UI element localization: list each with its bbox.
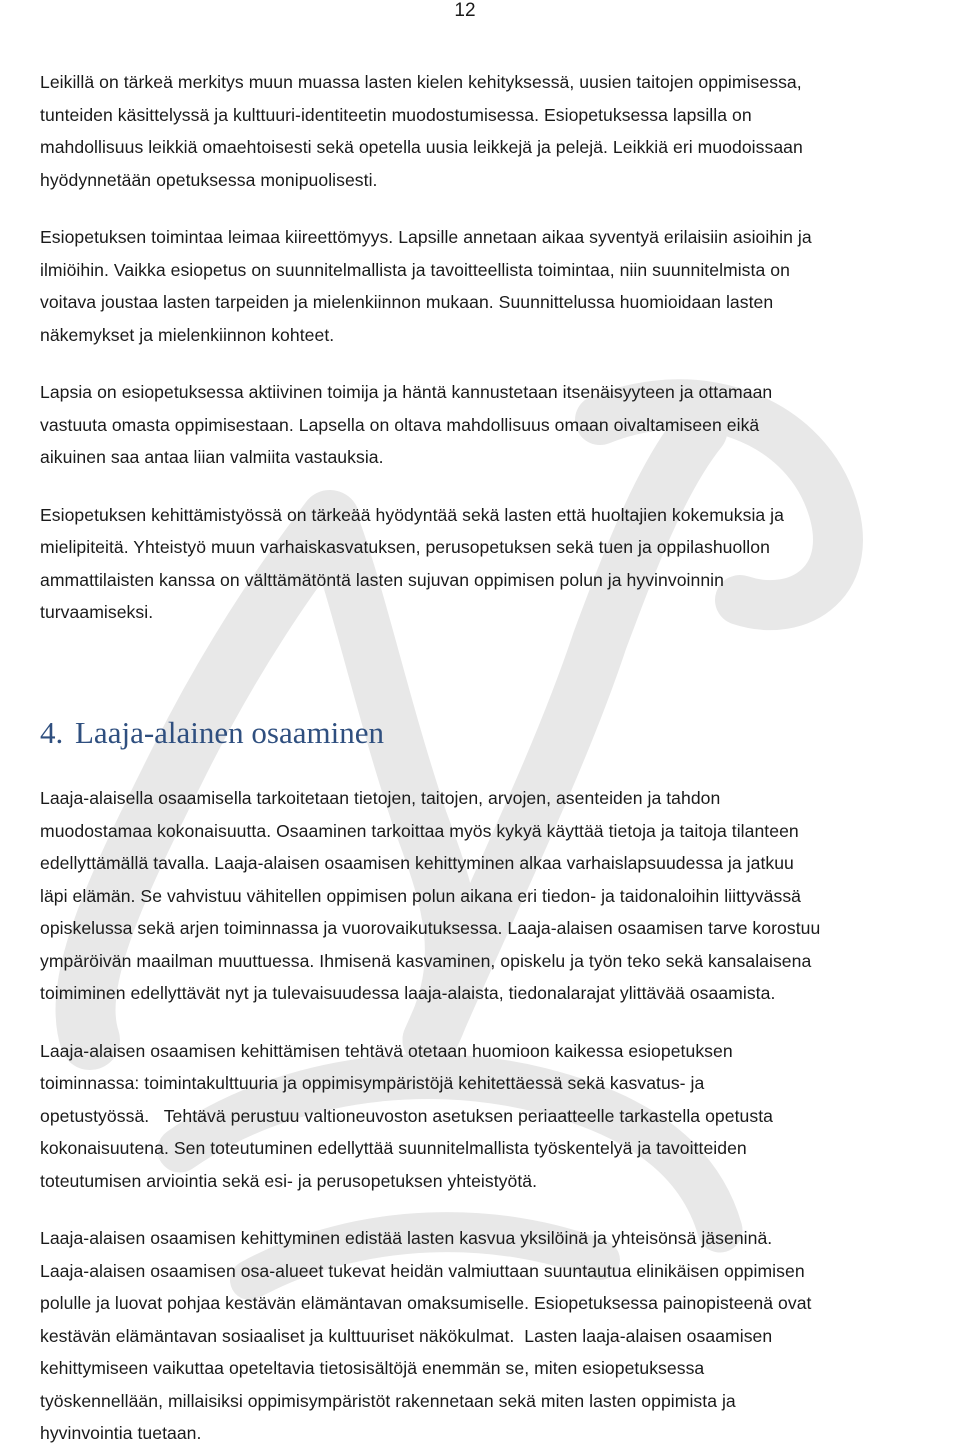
section-title: Laaja-alainen osaaminen [75,715,384,750]
text-line: Laaja-alaisen osaamisen kehittyminen edistää lasten kasvua yksilöinä ja yhteisönsä jäseninä. [40,1228,773,1248]
text-line: toimiminen edellyttävät nyt ja tulevaisuudessa laaja-alaista, tiedonalarajat ylittävää osaamista. [40,983,776,1003]
text-line: hyvinvointia tuetaan. [40,1423,202,1443]
text-line: mahdollisuus leikkiä omaehtoisesti sekä opetella uusia leikkejä ja pelejä. Leikkiä eri muodoissaan [40,137,803,157]
text-line: läpi elämän. Se vahvistuu vähitellen oppimisen polun aikana eri tiedon- ja taidonaloihin liittyvässä [40,885,802,906]
text-line: kehittymiseen vaikuttaa opeteltavia tietosisältöjä enemmän se, miten esiopetuksessa [40,1358,705,1378]
section-paragraph-3 [40,1222,960,1450]
paragraph-3 [40,376,960,474]
text-line: aikuinen saa antaa liian valmiita vastauksia. [40,447,384,467]
text-line: hyödynnetään opetuksessa monipuolisesti. [40,169,378,190]
text-line: Laaja-alaisen osaamisen osa-alueet tukevat heidän valmiuttaan suuntautua elinikäisen oppimisen [40,1260,805,1281]
text-line: Lapsia on esiopetuksessa aktiivinen toimija ja häntä kannustetaan itsenäisyyteen ja ottamaan [40,382,773,402]
text-line: vastuuta omasta oppimisestaan. Lapsella on oltava mahdollisuus omaan oivaltamiseen eikä [40,414,760,435]
text-line: toteutumisen arviointia sekä esi- ja perusopetuksen yhteistyötä. [40,1170,538,1191]
text-line: turvaamiseksi. [40,602,154,622]
text-line: tunteiden käsittelyssä ja kulttuuri-identiteetin muodostumisessa. Esiopetuksessa lapsilla on [40,104,752,125]
section-paragraph-1 [40,782,960,1010]
text-line: näkemykset ja mielenkiinnon kohteet. [40,324,335,345]
section-number: 4. [40,715,64,750]
text-line: Laaja-alaisen osaamisen kehittämisen tehtävä otetaan huomioon kaikessa esiopetuksen [40,1040,733,1061]
text-line: mielipiteitä. Yhteistyö muun varhaiskasvatuksen, perusopetuksen sekä tuen ja oppilashuollon [40,537,770,557]
document-body [40,66,960,1443]
text-line: edellyttämällä tavalla. Laaja-alaisen osaamisen kehittyminen alkaa varhaislapsuudessa ja jatkuu [40,853,794,873]
text-line: kokonaisuutena. Sen toteutuminen edellyttää suunnitelmallista työskentelyä ja tavoitteiden [40,1138,747,1158]
text-line: opetustyössä. Tehtävä perustuu valtioneuvoston asetuksen periaatteelle tarkastella opetusta [40,1105,773,1126]
text-line: toiminnassa: toimintakulttuuria ja oppimisympäristöjä kehitettäessä sekä kasvatus- ja [40,1073,705,1093]
text-line: ympäröivän maailman muuttuessa. Ihmisenä kasvaminen, opiskelu ja työn teko sekä kansalaisena [40,950,812,971]
text-line: Esiopetuksen toimintaa leimaa kiireettömyys. Lapsille annetaan aikaa syventyä erilaisiin asioihin ja [40,227,812,247]
section-paragraph-2 [40,1035,960,1198]
text-line: polulle ja luovat pohjaa kestävän elämäntavan omaksumiselle. Esiopetuksessa painopisteenä ovat [40,1293,812,1313]
text-line: opiskelussa sekä arjen toiminnassa ja vuorovaikutuksessa. Laaja-alaisen osaamisen tarve korostuu [40,918,821,938]
text-line: työskennellään, millaisiksi oppimisympäristöt rakennetaan sekä miten lasten oppimista ja [40,1390,736,1411]
text-line: ilmiöihin. Vaikka esiopetus on suunnitelmallista ja tavoitteellista toimintaa, niin suunnitelmista on [40,259,790,280]
paragraph-1 [40,66,960,196]
text-line: Leikillä on tärkeä merkitys muun muassa lasten kielen kehityksessä, uusien taitojen oppimisessa, [40,72,802,92]
text-line: ammattilaisten kanssa on välttämätöntä lasten sujuvan oppimisen polun ja hyvinvoinnin [40,569,724,590]
text-line: kestävän elämäntavan sosiaaliset ja kulttuuriset näkökulmat. Lasten laaja-alaisen osaamisen [40,1325,773,1346]
text-line: voitava joustaa lasten tarpeiden ja mielenkiinnon mukaan. Suunnittelussa huomioidaan lasten [40,292,774,312]
paragraph-2 [40,221,960,351]
text-line: Laaja-alaisella osaamisella tarkoitetaan tietojen, taitojen, arvojen, asenteiden ja tahdon [40,788,721,808]
text-line: Esiopetuksen kehittämistyössä on tärkeää hyödyntää sekä lasten että huoltajien kokemuksia ja [40,504,784,525]
page-number: 12 [454,0,476,21]
text-line: muodostamaa kokonaisuutta. Osaaminen tarkoittaa myös kykyä käyttää tietoja ja taitoja tilanteen [40,820,799,841]
paragraph-4 [40,499,960,629]
section-body [40,782,960,1450]
section-heading [40,713,384,753]
